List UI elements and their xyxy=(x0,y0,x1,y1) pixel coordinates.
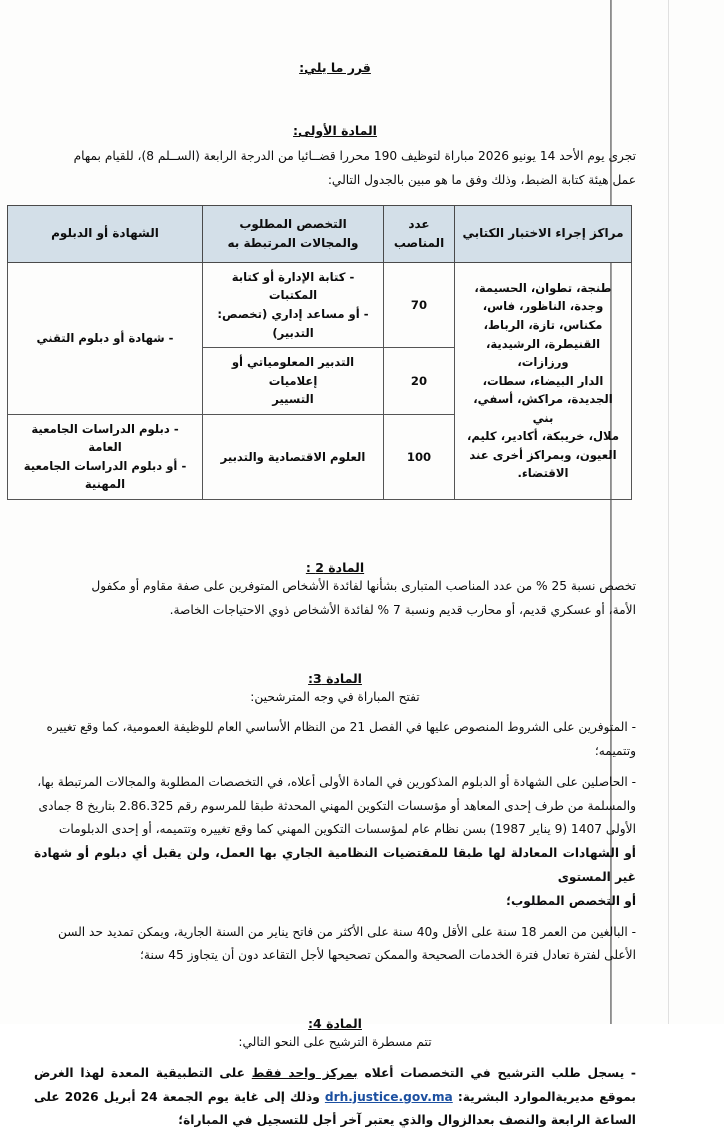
spacer-article3-bullets xyxy=(34,709,636,716)
bullet-line: والمسلمة من طرف إحدى المعاهد أو مؤسسات التكوين المهني المحدثة طبقا للمرسوم رقم 2.86.325 بتاريخ 8 جمادى xyxy=(38,798,636,813)
col-header-specialty: التخصص المطلوب والمجالات المرتبطة به xyxy=(203,205,384,262)
specialty-line: العلوم الاقتصادية والتدبير xyxy=(220,449,366,464)
spacer-top xyxy=(34,0,636,26)
registration-part5: الزوال والذي يعتبر آخر أجل للتسجيل في المباراة؛ xyxy=(178,1113,477,1128)
specialty-line: التسيير xyxy=(272,392,314,407)
article4-lead: تتم مسطرة الترشيح على النحو التالي: xyxy=(238,1035,432,1050)
specialty-line: - أو مساعد إداري (تخصص: xyxy=(217,307,369,322)
article2-title: المادة 2 : xyxy=(305,559,365,575)
cell-diploma-technician xyxy=(8,262,203,414)
article4-title: المادة 4: xyxy=(308,1016,362,1032)
center-line: الدار البيضاء، سطات، xyxy=(482,373,604,388)
registration-part4: وذلك إلى غاية يوم الجمعة 24 أبريل 2026 على الساعة الرابعة والنصف بعد xyxy=(34,1089,636,1128)
center-line: طنجة، تطوان، الحسيمة، xyxy=(474,280,612,295)
specialty-line: التدبير) xyxy=(272,325,314,340)
scan-page-edge-line-secondary xyxy=(668,0,669,1024)
col-header-post-count: عدد المناصب xyxy=(384,205,455,262)
center-line: الجديدة، مراكش، أسفي، بني xyxy=(473,392,613,425)
registration-part1: - يسجل طلب الترشيح في التخصصات أعلاه xyxy=(357,1065,636,1080)
cell-post-count-row3: 100 xyxy=(384,414,455,499)
article3-lead: تفتح المباراة في وجه المترشحين: xyxy=(250,689,420,704)
spacer-article3 xyxy=(34,623,636,637)
spacer-article1-body xyxy=(34,138,636,145)
document-body xyxy=(23,0,636,1133)
center-line: وجدة، الناظور، فاس، xyxy=(482,299,604,314)
center-line: القنيطرة، الرشيدية، ورزازات، xyxy=(485,336,601,370)
specialty-line: - كتابة الإدارة أو كتابة xyxy=(231,269,355,284)
specialty-line: التدبير المعلومياتي أو إعلاميات xyxy=(231,355,355,388)
bullet-line-bold: أو الشهادات المعادلة لها طبقا للمقتضيات النظامية الجاري بها العمل، ولن يقبل أي دبلوم أو شهادة غير المستوى xyxy=(34,846,636,884)
spacer-article1 xyxy=(34,75,636,89)
article1-line2: عمل هيئة كتابة الضبط، وذلك وفق ما هو مبين بالجدول التالي: xyxy=(327,172,636,187)
article2-line1: تخصص نسبة 25 % من عدد المناصب المتبارى بشأنها لفائدة الأشخاص المتوفرين على صفة مقاوم أو مكفول xyxy=(91,578,636,593)
table-header-row xyxy=(8,205,632,262)
article1-title: المادة الأولى: xyxy=(293,123,377,138)
jobs-table xyxy=(7,205,632,500)
article3-bullet-age xyxy=(34,921,636,969)
article2-line2: الأمة، أو عسكري قديم، أو محارب قديم ونسبة 7 % لفائدة الأشخاص ذوي الاحتياجات الخاصة. xyxy=(169,602,636,617)
cell-exam-centers xyxy=(455,262,632,499)
specialty-line: المكتبات xyxy=(268,288,318,303)
article3-bullet-conditions xyxy=(34,716,636,764)
cell-specialty-row1 xyxy=(203,262,384,347)
cell-post-count-row1: 70 xyxy=(384,262,455,347)
col-header-diploma: الشهادة أو الدبلوم xyxy=(8,205,203,262)
bullet-line: وتتميمه؛ xyxy=(594,744,636,759)
center-line: الاقتضاء. xyxy=(517,466,569,481)
diploma-line: المهنية xyxy=(84,477,126,492)
article4-registration-paragraph xyxy=(34,1062,636,1133)
article1-line1: تجرى يوم الأحد 14 يونيو 2026 مباراة لتوظيف 190 محررا قضــائيا من الدرجة الرابعة (الســلم 8)، للقيام بمهام xyxy=(73,149,636,163)
diploma-line: - شهادة أو دبلوم التقني xyxy=(36,331,174,346)
spacer-article2 xyxy=(34,500,636,526)
spacer-article4 xyxy=(34,968,636,982)
bullet-line: - الحاصلين على الشهادة أو الدبلوم المذكورين في المادة الأولى أعلاه، في التخصصات المطلوبة والمجالات المرتبطة بها، xyxy=(37,774,636,789)
diploma-line: - أو دبلوم الدراسات الجامعية xyxy=(23,458,187,473)
bullet-line: الأولى 1407 (9 يناير 1987) بسن نظام عام لمؤسسات التكوين المهني كما وقع تغييره وتتميمه، أو إحدى الدبلومات xyxy=(58,822,636,837)
center-line: مكناس، تازة، الرباط، xyxy=(483,318,603,333)
registration-part3: الموارد البشرية: xyxy=(452,1089,556,1104)
table-row xyxy=(8,262,632,347)
bullet-line: الأعلى لفترة تعادل فترة الخدمات الصحيحة والممكن تصحيحها لأجل التقاعد دون أن يتجاوز 45 سنة؛ xyxy=(140,948,636,963)
center-line: ملال، خريبكة، أكادير، كليم، xyxy=(466,429,620,444)
col-header-exam-centers: مراكز إجراء الاختبار الكتابي xyxy=(455,205,632,262)
cell-diploma-university xyxy=(8,414,203,499)
bullet-line: - المتوفرين على الشروط المنصوص عليها في الفصل 21 من النظام الأساسي العام للوظيفة العمومية، كما وقع تغييره xyxy=(46,720,636,735)
bullet-line-bold: أو التخصص المطلوب؛ xyxy=(506,893,636,908)
cell-specialty-row3 xyxy=(203,414,384,499)
spacer-article4-body xyxy=(34,1055,636,1062)
registration-emphasis-one-center: بمركز واحد فقط xyxy=(251,1065,358,1080)
center-line: العيون، وبمراكز أخرى عند xyxy=(469,447,617,462)
jobs-table-wrapper xyxy=(23,205,636,500)
drh-justice-portal-link[interactable]: drh.justice.gov.ma xyxy=(324,1089,453,1104)
spacer-article3-age xyxy=(34,914,636,921)
bullet-line: - البالغين من العمر 18 سنة على الأقل و40 سنة على الأكثر من فاتح يناير من السنة الجارية، ويمكن تمديد حد السن xyxy=(57,924,636,939)
registration-part2: على التطبيقية المعدة لهذا الغرض بموقع مديرية xyxy=(34,1065,636,1104)
cell-specialty-row2 xyxy=(203,348,384,415)
decision-intro-heading: قرر ما يلي: xyxy=(299,60,371,75)
cell-post-count-row2: 20 xyxy=(384,348,455,415)
article3-title: المادة 3: xyxy=(308,670,362,686)
spacer-article3-bullet2 xyxy=(34,764,636,771)
diploma-line: - دبلوم الدراسات الجامعية العامة xyxy=(31,421,179,455)
jobs-table-head xyxy=(8,205,632,262)
jobs-table-body xyxy=(8,262,632,499)
article3-bullet-diploma-holders xyxy=(34,771,636,914)
